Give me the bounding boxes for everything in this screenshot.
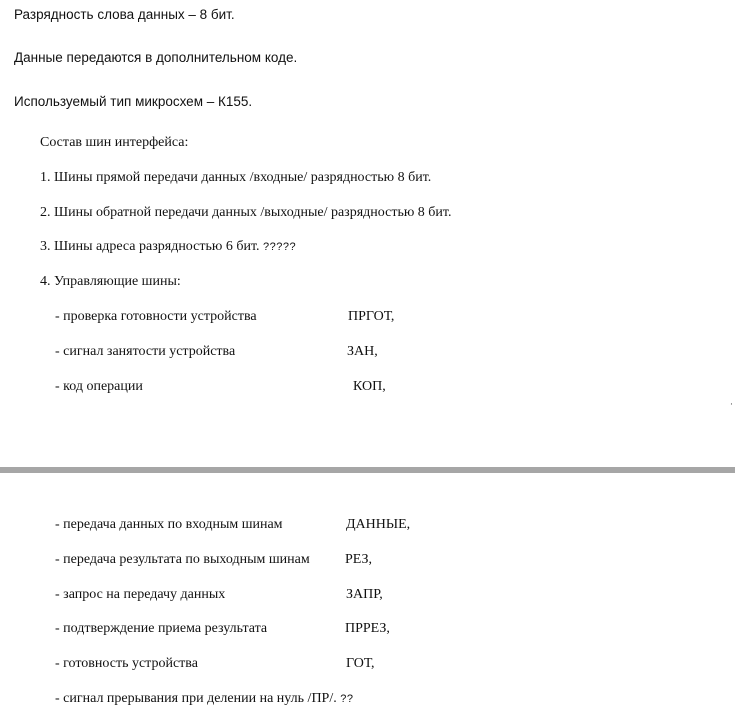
signal-desc: - подтверждение приема результата xyxy=(55,621,268,636)
signal-desc: - передача результата по выходным шинам xyxy=(55,552,310,567)
code-line: Данные передаются в дополнительном коде. xyxy=(14,50,298,65)
signal-desc: - сигнал занятости устройства xyxy=(55,344,236,359)
interface-item-3-text: 3. Шины адреса разрядностью 6 бит. xyxy=(40,239,260,254)
signal-code: ДАННЫЕ, xyxy=(346,517,411,532)
signal-desc: - передача данных по входным шинам xyxy=(55,517,283,532)
interface-item-3 xyxy=(40,239,296,255)
chip-type-line: Используемый тип микросхем – К155. xyxy=(14,94,253,109)
margin-mark: · xyxy=(730,400,733,410)
page-break-divider xyxy=(0,467,735,473)
signal-code: КОП, xyxy=(353,379,386,394)
signal-desc: - проверка готовности устройства xyxy=(55,309,257,324)
interface-item-2: 2. Шины обратной передачи данных /выходные/ разрядностью 8 бит. xyxy=(40,205,452,220)
signal-desc: - код операции xyxy=(55,379,143,394)
interface-heading: Состав шин интерфейса: xyxy=(40,135,189,150)
last-signal-text: - сигнал прерывания при делении на нуль /ПР/. xyxy=(55,691,337,706)
word-size-line: Разрядность слова данных – 8 бит. xyxy=(14,7,235,22)
interface-item-4: 4. Управляющие шины: xyxy=(40,274,181,289)
signal-code: ЗАН, xyxy=(347,344,378,359)
question-marks: ????? xyxy=(263,241,297,253)
signal-code: РЕЗ, xyxy=(345,552,373,567)
interface-item-1: 1. Шины прямой передачи данных /входные/ разрядностью 8 бит. xyxy=(40,170,432,185)
last-signal-line xyxy=(55,691,353,707)
signal-desc: - запрос на передачу данных xyxy=(55,587,226,602)
signal-desc: - готовность устройства xyxy=(55,656,198,671)
signal-code: ГОТ, xyxy=(346,656,375,671)
signal-code: ПРРЕЗ, xyxy=(345,621,390,636)
signal-code: ПРГОТ, xyxy=(348,309,395,324)
question-marks: ?? xyxy=(340,693,354,705)
signal-code: ЗАПР, xyxy=(346,587,383,602)
